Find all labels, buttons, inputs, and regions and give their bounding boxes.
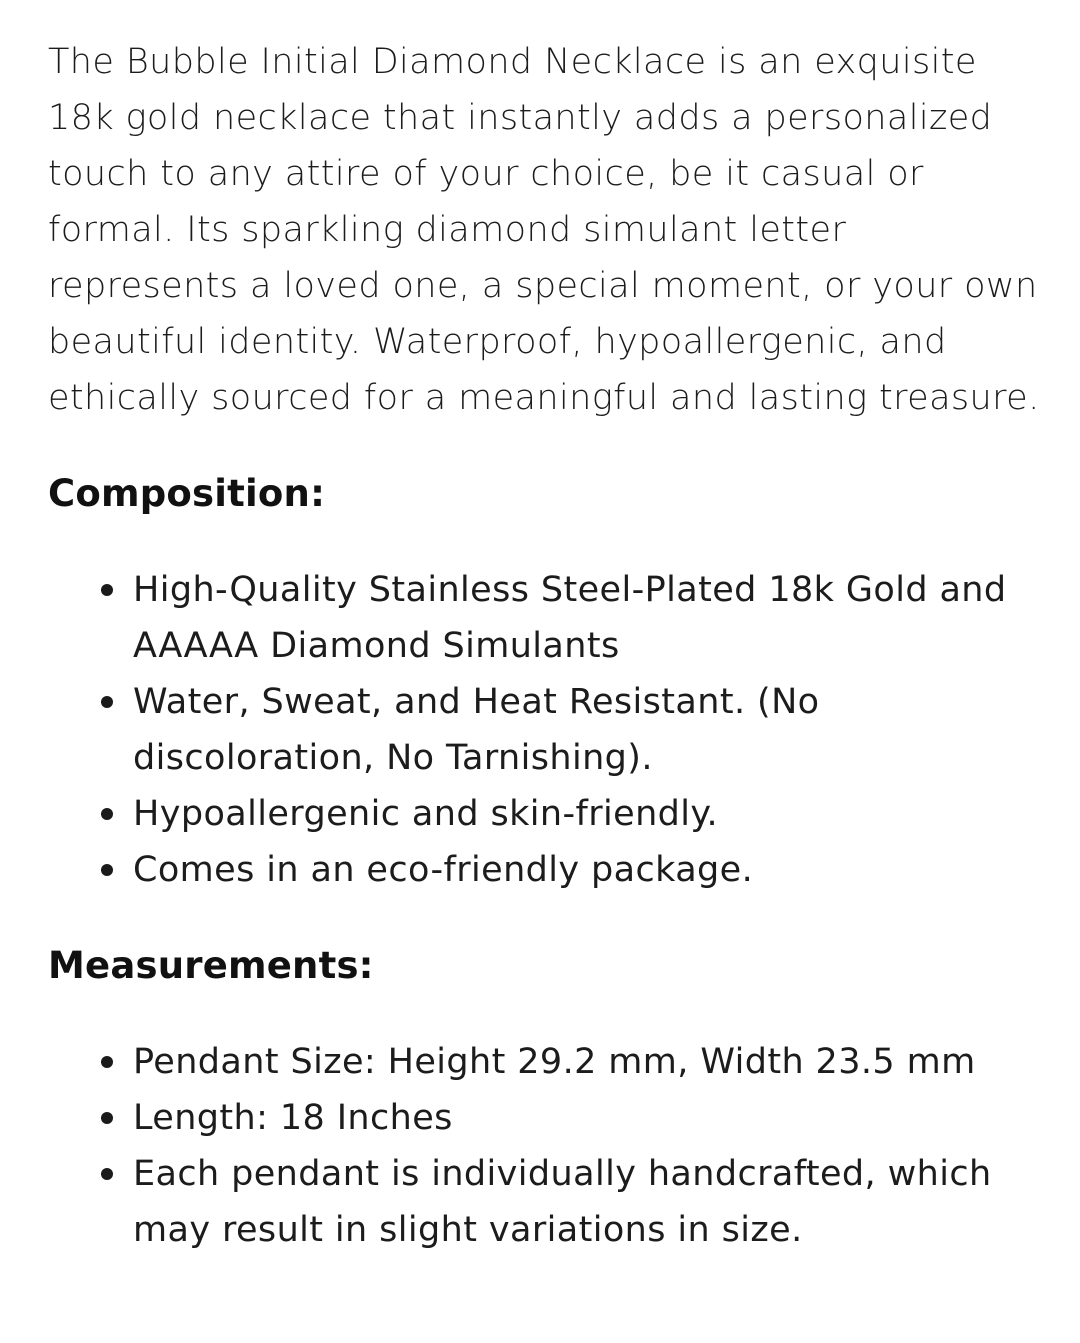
bullet-icon bbox=[101, 1112, 113, 1124]
bullet-icon bbox=[101, 1056, 113, 1068]
composition-list bbox=[48, 562, 1048, 898]
list-item bbox=[133, 562, 1048, 674]
list-item bbox=[133, 1034, 1048, 1090]
bullet-icon bbox=[101, 864, 113, 876]
bullet-icon bbox=[101, 1168, 113, 1180]
bullet-icon bbox=[101, 696, 113, 708]
composition-heading: Composition: bbox=[48, 472, 326, 515]
list-item bbox=[133, 1090, 1048, 1146]
list-item bbox=[133, 842, 1048, 898]
measurements-heading: Measurements: bbox=[48, 944, 374, 987]
list-item bbox=[133, 1146, 1048, 1258]
measurements-list bbox=[48, 1034, 1048, 1258]
list-item-text: High-Quality Stainless Steel-Plated 18k Gold and AAAAA Diamond Simulants bbox=[133, 570, 1007, 666]
product-details bbox=[48, 34, 1048, 1258]
list-item bbox=[133, 786, 1048, 842]
list-item-text: Length: 18 Inches bbox=[133, 1098, 453, 1138]
product-description: The Bubble Initial Diamond Necklace is an exquisite 18k gold necklace that instantly adds a personalized touch to any attire of your choice, be it casual or formal. Its sparkling diamond simulant letter represents a loved one, a special moment, or your own beautiful identity. Waterproof, hypoallergenic, and ethically sourced for a meaningful and lasting treasure. bbox=[48, 42, 1040, 418]
bullet-icon bbox=[101, 808, 113, 820]
list-item-text: Hypoallergenic and skin-friendly. bbox=[133, 794, 719, 834]
bullet-icon bbox=[101, 584, 113, 596]
list-item-text: Comes in an eco-friendly package. bbox=[133, 850, 754, 890]
list-item-text: Pendant Size: Height 29.2 mm, Width 23.5 mm bbox=[133, 1042, 976, 1082]
list-item-text: Water, Sweat, and Heat Resistant. (No discoloration, No Tarnishing). bbox=[133, 682, 820, 778]
list-item bbox=[133, 674, 1048, 786]
list-item-text: Each pendant is individually handcrafted, which may result in slight variations in size. bbox=[133, 1154, 992, 1250]
